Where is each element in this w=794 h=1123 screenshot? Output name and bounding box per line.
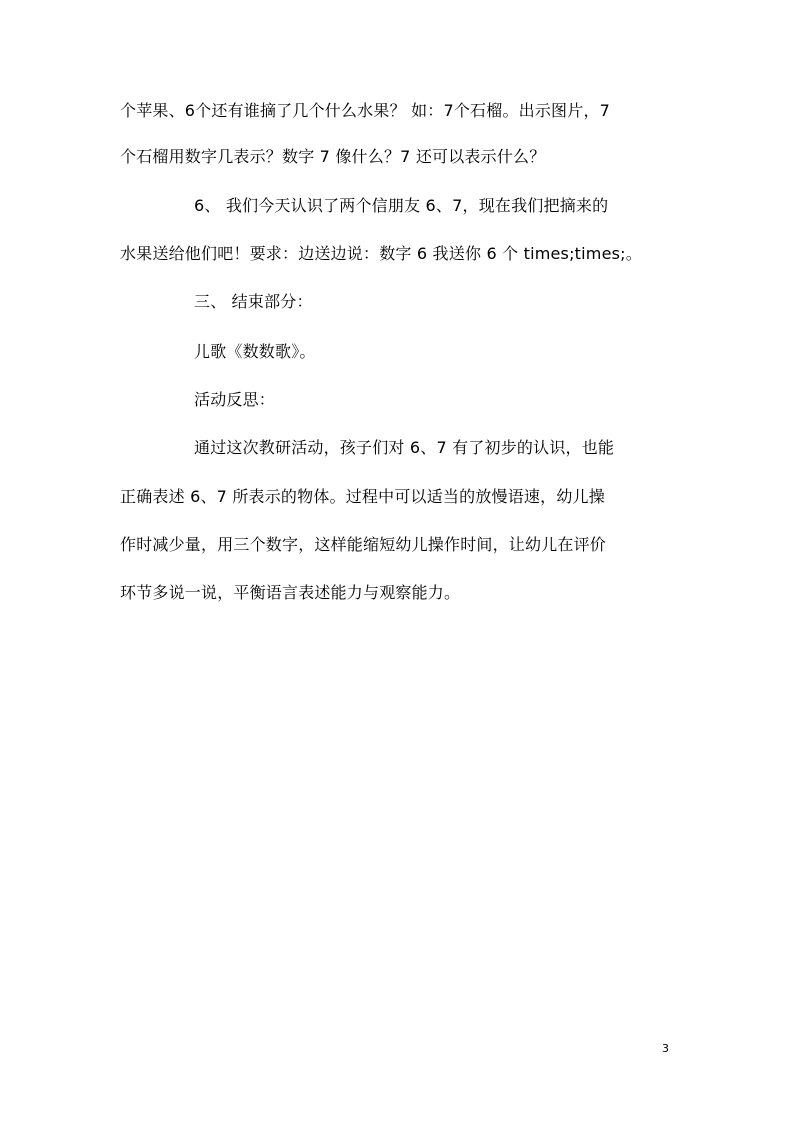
text-line-2: 个石榴用数字几表示？数字 7 像什么？7 还可以表示什么？ bbox=[120, 147, 546, 166]
text-line-3: 6、 我们今天认识了两个信朋友 6、7，现在我们把摘来的 bbox=[194, 196, 609, 215]
reflection-line-4: 环节多说一说，平衡语言表述能力与观察能力。 bbox=[120, 583, 461, 602]
text-line-4: 水果送给他们吧！要求：边送边说：数字 6 我送你 6 个 times;times;。 bbox=[120, 244, 642, 263]
reflection-heading: 活动反思： bbox=[194, 390, 276, 409]
reflection-line-3: 作时减少量，用三个数字，这样能缩短幼儿操作时间，让幼儿在评价 bbox=[120, 535, 607, 554]
text-line-song: 儿歌《数数歌》。 bbox=[194, 342, 316, 361]
page-number: 3 bbox=[662, 1042, 669, 1055]
reflection-line-2: 正确表述 6、7 所表示的物体。过程中可以适当的放慢语速，幼儿操 bbox=[120, 487, 605, 506]
reflection-line-1: 通过这次教研活动，孩子们对 6、7 有了初步的认识，也能 bbox=[194, 438, 615, 457]
text-line-1: 个苹果、6个还有谁摘了几个什么水果？ 如：7个石榴。出示图片，7 bbox=[120, 101, 611, 120]
section-heading-ending: 三、 结束部分： bbox=[194, 292, 313, 311]
